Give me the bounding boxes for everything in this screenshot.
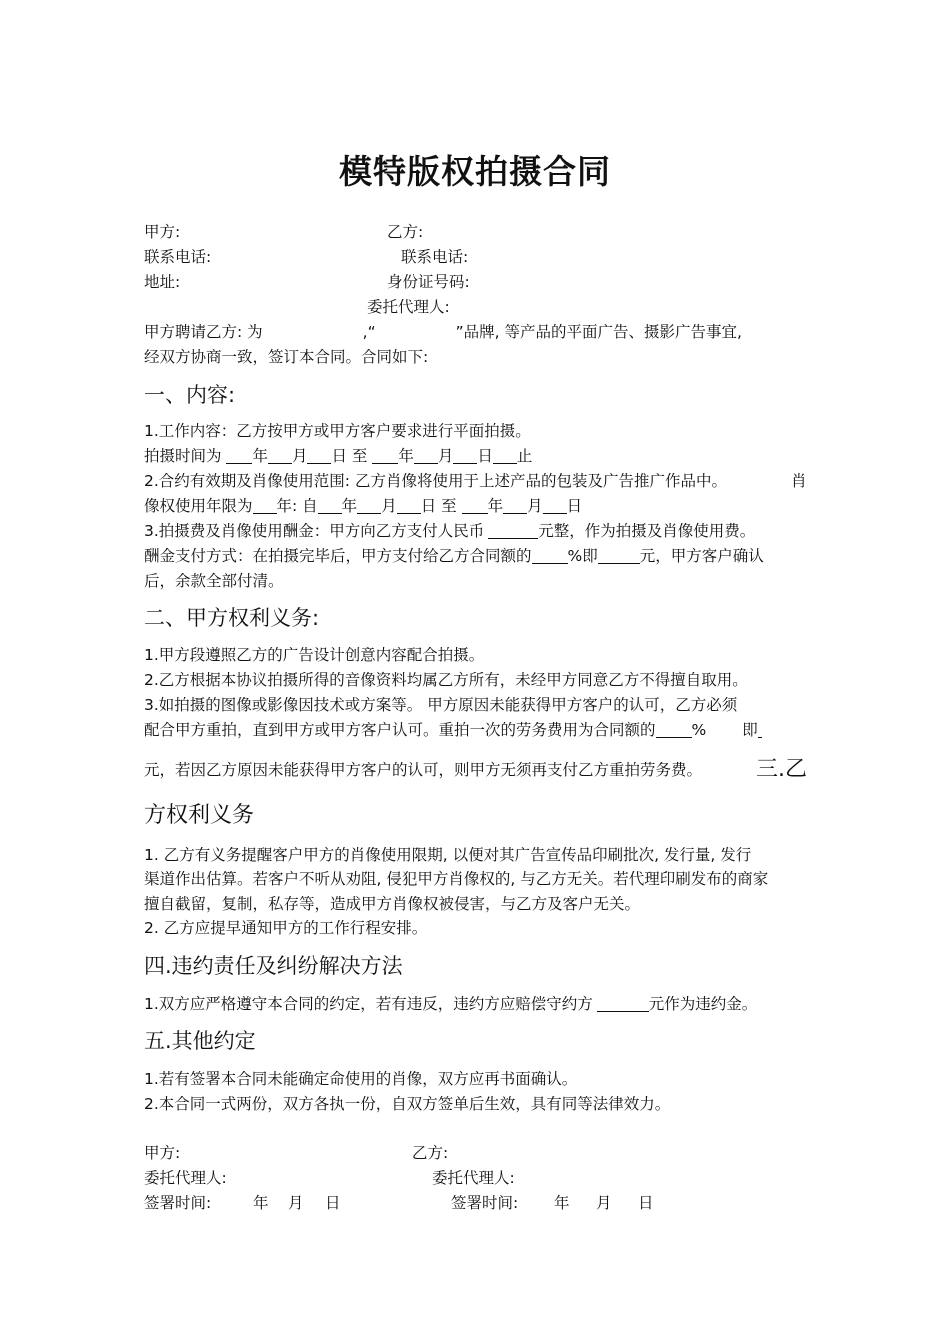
blank-field [318,498,342,514]
sign-b-year: 年 [554,1194,570,1212]
payment-text-a: 酬金支付方式：在拍摄完毕后，甲方支付给乙方合同额的 [144,547,532,565]
s1-line-3-tail: 肖 [791,472,807,490]
blank-field [462,498,488,514]
sign-b-month: 月 [596,1194,612,1212]
usage-years-prefix: 像权使用年限为 [144,497,253,515]
day-to-text: 日 至 [420,497,457,515]
s4-line-1 [144,994,757,1014]
blank-field [453,448,477,464]
day-text: 日 [566,497,583,515]
blank-field [253,498,277,514]
month-text: 月 [291,447,308,465]
blank-field [397,498,421,514]
intro-line-1 [144,322,742,342]
party-a-label: 甲方: [144,223,181,241]
payment-text-b: %即 [567,547,598,565]
year-from-text: 年: 自 [276,497,318,515]
blank-field [488,523,538,539]
section-4-heading: 四.违约责任及纠纷解决方法 [144,954,403,978]
section-2-heading: 二、甲方权利义务: [144,606,320,630]
sign-party-b-label: 乙方: [412,1144,449,1162]
s5-line-1: 1.若有签署本合同未能确定命使用的肖像，双方应再书面确认。 [144,1070,578,1088]
s3-line-2: 渠道作出估算。若客户不听从劝阻, 侵犯甲方肖像权的, 与乙方无关。若代理印刷发布的商家 [144,870,769,888]
blank-field [597,996,649,1012]
blank-field [503,498,527,514]
sign-agent-a-label: 委托代理人: [144,1169,227,1187]
id-number-label: 身份证号码: [387,273,470,291]
blank-field [598,548,640,564]
s1-line-6 [144,546,764,566]
s1-line-3: 2.合约有效期及肖像使用范围: 乙方肖像将使用于上述产品的包装及广告推广作品中。 [144,472,727,490]
blank-field [268,448,292,464]
intro-line-2: 经双方协商一致，签订本合同。合同如下: [144,348,429,366]
reshoot-text-c: 即 [742,721,758,739]
phone-a-label: 联系电话: [144,248,212,266]
s1-line-7: 后，余款全部付清。 [144,572,284,590]
agent-label: 委托代理人: [367,298,450,316]
s3-line-1: 1. 乙方有义务提醒客户甲方的肖像使用限期, 以便对其广告宣传品印刷批次, 发行量, 发行 [144,846,752,864]
s2-line-3: 3.如拍摄的图像或影像因技术或方案等。 甲方原因未能获得甲方客户的认可，乙方必须 [144,696,738,714]
s1-line-1: 1.工作内容：乙方按甲方或甲方客户要求进行平面拍摄。 [144,422,531,440]
section-1-heading: 一、内容: [144,383,236,407]
address-label: 地址: [144,273,181,291]
s3-line-3: 擅自截留，复制，私存等，造成甲方肖像权被侵害，与乙方及客户无关。 [144,895,641,913]
s2-line-1: 1.甲方段遵照乙方的广告设计创意内容配合拍摄。 [144,646,485,664]
day-text: 日 [477,447,493,465]
s1-line-4 [144,496,582,516]
party-b-label: 乙方: [387,223,424,241]
shoot-time-prefix: 拍摄时间为 [144,447,222,465]
s1-line-2 [144,446,532,466]
end-text: 止 [516,447,533,465]
s2-line-4 [144,720,762,740]
sign-time-b-label: 签署时间: [451,1194,519,1212]
month-text: 月 [437,447,454,465]
year-text: 年 [341,497,358,515]
month-text: 月 [381,497,397,515]
sign-b-day: 日 [638,1194,654,1212]
blank-field [758,722,762,738]
blank-field [226,448,252,464]
penalty-text-b: 元作为违约金。 [648,995,758,1013]
blank-field [493,448,517,464]
blank-field [656,722,692,738]
phone-b-label: 联系电话: [401,248,469,266]
blank-field [414,448,438,464]
sign-a-year: 年 [253,1194,269,1212]
day-to-text: 日 至 [331,447,368,465]
s3-line-4: 2. 乙方应提早通知甲方的工作行程安排。 [144,919,428,937]
fee-text-a: 3.拍摄费及肖像使用酬金：甲方向乙方支付人民币 [144,522,485,540]
sign-a-day: 日 [325,1194,341,1212]
blank-field [372,448,398,464]
s2-line-2: 2.乙方根据本协议拍摄所得的音像资料均属乙方所有，未经甲方同意乙方不得擅自取用。 [144,671,748,689]
intro-part-c: ”品牌, 等产品的平面广告、摄影广告事宜, [455,323,742,341]
penalty-text-a: 1.双方应严格遵守本合同的约定，若有违反，违约方应赔偿守约方 [144,995,593,1013]
document-title: 模特版权拍摄合同 [339,152,611,191]
intro-part-b: ,“ [362,323,376,341]
blank-field [532,548,568,564]
section-5-heading: 五.其他约定 [144,1029,256,1053]
section-3-heading: 方权利义务 [144,803,255,828]
s1-line-5 [144,521,755,541]
sign-time-a-label: 签署时间: [144,1194,212,1212]
sign-agent-b-label: 委托代理人: [432,1169,515,1187]
s5-line-2: 2.本合同一式两份，双方各执一份，自双方签单后生效，具有同等法律效力。 [144,1095,671,1113]
percent-text: % [691,721,707,739]
blank-field [307,448,331,464]
sign-party-a-label: 甲方: [144,1144,181,1162]
year-text: 年 [252,447,268,465]
month-text: 月 [527,497,543,515]
intro-part-a: 甲方聘请乙方: 为 [144,323,263,341]
s2-line-5: 元，若因乙方原因未能获得甲方客户的认可，则甲方无须再支付乙方重拍劳务费。 [144,761,703,779]
blank-field [543,498,567,514]
fee-text-b: 元整，作为拍摄及肖像使用费。 [538,522,756,540]
sign-a-month: 月 [288,1194,304,1212]
year-text: 年 [487,497,504,515]
payment-text-c: 元，甲方客户确认 [639,547,764,565]
s2-line-5-tail: 三.乙 [756,757,807,782]
reshoot-text-a: 配合甲方重拍，直到甲方或甲方客户认可。重拍一次的劳务费用为合同额的 [144,721,656,739]
blank-field [357,498,381,514]
year-text: 年 [398,447,414,465]
